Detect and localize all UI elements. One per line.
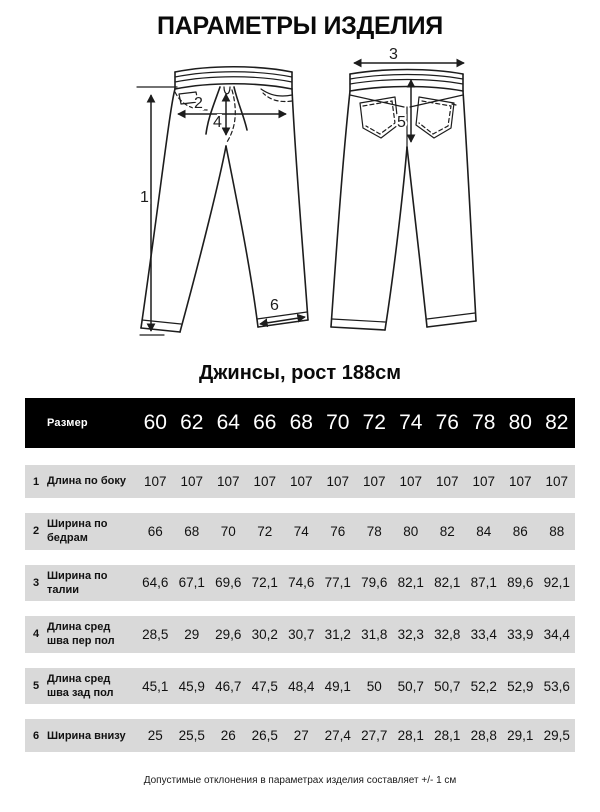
- table-row: [25, 565, 575, 602]
- row-value: 30,7: [288, 626, 315, 642]
- row-value: 45,1: [142, 678, 169, 694]
- front-waistband: [175, 67, 292, 89]
- row-label: Ширина по талии: [47, 569, 108, 596]
- front-right-outer-seam: [292, 89, 308, 320]
- size-column-header: 76: [435, 411, 459, 434]
- row-value: 107: [472, 474, 496, 489]
- size-column-header: 74: [399, 411, 423, 434]
- row-value: 80: [403, 523, 419, 539]
- row-value: 32,8: [434, 626, 461, 642]
- row-value: 47,5: [251, 678, 278, 694]
- row-value: 46,7: [215, 678, 242, 694]
- row-value: 76: [330, 523, 346, 539]
- size-header-label: Размер: [47, 416, 88, 429]
- row-value: 86: [512, 523, 528, 539]
- row-value: 25,5: [178, 728, 205, 744]
- row-label: Ширина по бедрам: [47, 518, 108, 545]
- front-fly-seam: [227, 90, 235, 142]
- front-right-inner-seam: [226, 146, 258, 327]
- row-value: 29,5: [543, 728, 570, 744]
- row-value: 107: [180, 474, 204, 489]
- row-value: 107: [289, 474, 313, 489]
- size-column-header: 60: [143, 411, 167, 434]
- row-number: 3: [32, 576, 40, 589]
- row-value: 26,5: [251, 728, 278, 744]
- row-value: 67,1: [178, 575, 205, 591]
- page-title: ПАРАМЕТРЫ ИЗДЕЛИЯ: [157, 12, 443, 40]
- row-value: 28,1: [397, 728, 424, 744]
- size-column-header: 70: [326, 411, 350, 434]
- back-right-inner-seam: [407, 147, 427, 327]
- row-value: 87,1: [470, 575, 497, 591]
- tolerance-note: Допустимые отклонения в параметрах изделия составляет +/- 1 см: [143, 775, 457, 787]
- row-value: 48,4: [288, 678, 315, 694]
- row-value: 50,7: [434, 678, 461, 694]
- back-right-cuff: [427, 313, 475, 319]
- row-number: 4: [32, 628, 40, 641]
- row-value: 107: [545, 474, 569, 489]
- size-column-header: 62: [180, 411, 204, 434]
- table-header: [25, 398, 575, 448]
- back-left-cuff: [332, 319, 385, 322]
- row-value: 107: [216, 474, 240, 489]
- row-value: 68: [184, 523, 200, 539]
- measure-arrow-5: [397, 80, 411, 142]
- row-value: 32,3: [397, 626, 424, 642]
- row-value: 27,4: [324, 728, 351, 744]
- measure-label-6: 6: [270, 297, 279, 314]
- table-row: [25, 668, 575, 705]
- measure-arrow-3: [354, 46, 464, 63]
- row-value: 64,6: [142, 575, 169, 591]
- row-label: Длина сред шва зад пол: [47, 672, 114, 700]
- row-number: 6: [32, 729, 40, 742]
- row-value: 33,9: [507, 626, 534, 642]
- row-value: 53,6: [543, 678, 570, 694]
- row-value: 27,7: [361, 728, 388, 744]
- table-row: [25, 719, 575, 752]
- jeans-front-view: [141, 67, 308, 332]
- row-value: 25: [147, 728, 163, 744]
- row-value: 107: [435, 474, 459, 489]
- row-value: 72,1: [251, 575, 278, 591]
- row-value: 31,8: [361, 626, 388, 642]
- size-column-header: 66: [253, 411, 277, 434]
- row-value: 66: [147, 523, 163, 539]
- measure-label-4: 4: [213, 114, 222, 131]
- front-left-cuff: [142, 320, 181, 324]
- measure-label-2: 2: [194, 95, 203, 112]
- row-value: 92,1: [543, 575, 570, 591]
- row-value: 107: [253, 474, 277, 489]
- row-value: 29,6: [215, 626, 242, 642]
- row-value: 77,1: [324, 575, 351, 591]
- back-left-inner-seam: [385, 147, 407, 330]
- measure-label-3: 3: [389, 46, 398, 63]
- row-value: 74,6: [288, 575, 315, 591]
- row-value: 50,7: [397, 678, 424, 694]
- row-value: 29: [184, 626, 200, 642]
- back-right-hem: [427, 321, 476, 327]
- row-value: 29,1: [507, 728, 534, 744]
- row-value: 107: [143, 474, 167, 489]
- measure-arrow-6: [260, 297, 305, 324]
- row-value: 49,1: [324, 678, 351, 694]
- front-right-pocket-stitch: [263, 93, 292, 102]
- back-left-pocket: [360, 97, 398, 138]
- row-value: 27: [293, 728, 309, 744]
- size-column-header: 64: [216, 411, 240, 434]
- back-right-outer-seam: [463, 91, 476, 321]
- table-row: [25, 513, 575, 550]
- row-value: 107: [326, 474, 350, 489]
- row-label: Ширина внизу: [47, 729, 126, 742]
- row-value: 107: [362, 474, 386, 489]
- row-number: 1: [32, 475, 40, 488]
- row-value: 52,2: [470, 678, 497, 694]
- row-value: 82,1: [434, 575, 461, 591]
- measure-label-1: 1: [140, 189, 149, 206]
- row-value: 28,8: [470, 728, 497, 744]
- size-column-header: 80: [508, 411, 532, 434]
- front-left-inner-seam: [180, 146, 226, 332]
- row-value: 89,6: [507, 575, 534, 591]
- back-left-hem: [331, 327, 385, 330]
- product-subtitle: Джинсы, рост 188см: [198, 362, 402, 384]
- back-left-outer-seam: [331, 91, 350, 327]
- row-label: Длина по боку: [47, 475, 126, 488]
- row-value: 107: [508, 474, 532, 489]
- back-right-pocket: [416, 97, 456, 138]
- size-column-header: 78: [472, 411, 496, 434]
- page: [0, 12, 600, 812]
- row-label: Длина сред шва пер пол: [47, 621, 115, 648]
- row-value: 50: [366, 678, 382, 694]
- row-value: 31,2: [324, 626, 351, 642]
- row-value: 30,2: [251, 626, 278, 642]
- table-row: [25, 465, 575, 498]
- jeans-diagram-svg: [120, 46, 480, 348]
- row-value: 82: [439, 523, 455, 539]
- table-row: [25, 616, 575, 653]
- size-table: [25, 398, 575, 752]
- row-value: 34,4: [543, 626, 570, 642]
- row-value: 74: [293, 523, 309, 539]
- row-value: 78: [366, 523, 382, 539]
- row-value: 52,9: [507, 678, 534, 694]
- back-waistband: [350, 70, 463, 92]
- row-value: 72: [257, 523, 273, 539]
- row-value: 107: [399, 474, 423, 489]
- row-value: 84: [476, 523, 492, 539]
- size-column-header: 68: [289, 411, 313, 434]
- row-value: 79,6: [361, 575, 388, 591]
- row-number: 5: [32, 680, 40, 693]
- row-value: 69,6: [215, 575, 242, 591]
- row-value: 28,5: [142, 626, 169, 642]
- row-value: 26: [220, 728, 236, 744]
- row-value: 70: [220, 523, 236, 539]
- row-number: 2: [32, 525, 40, 538]
- size-column-header: 72: [362, 411, 386, 434]
- table-body: [25, 465, 575, 752]
- row-value: 82,1: [397, 575, 424, 591]
- row-value: 45,9: [178, 678, 205, 694]
- row-value: 33,4: [470, 626, 497, 642]
- front-left-outer-seam: [141, 89, 175, 328]
- row-value: 28,1: [434, 728, 461, 744]
- measure-label-5: 5: [397, 114, 406, 131]
- front-left-hem: [141, 328, 180, 332]
- jeans-back-view: [331, 70, 476, 331]
- row-value: 88: [549, 523, 565, 539]
- jeans-diagram: [120, 46, 480, 348]
- size-column-header: 82: [545, 411, 569, 434]
